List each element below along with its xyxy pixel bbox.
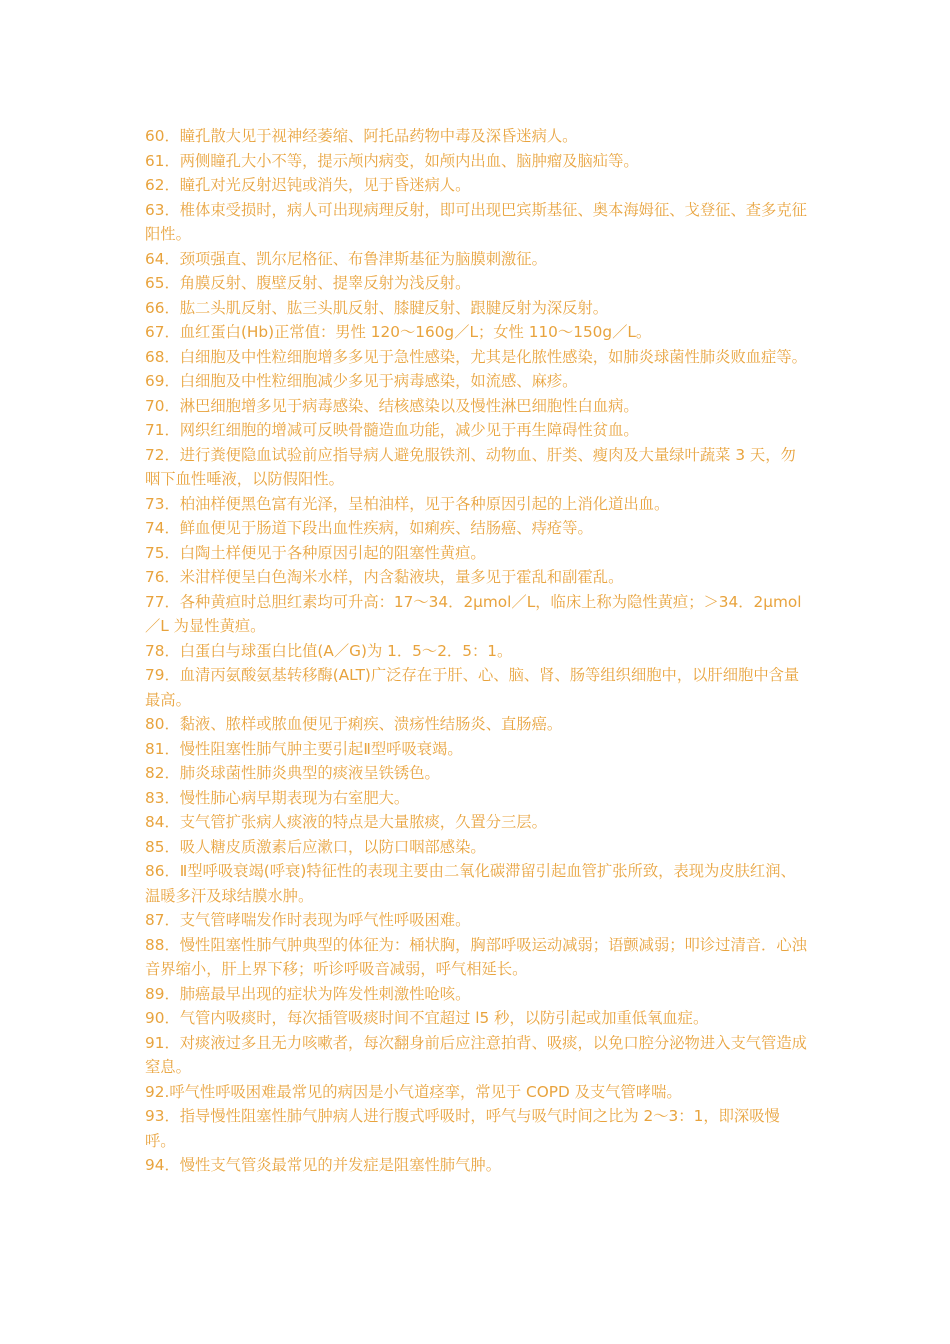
list-item: 93．指导慢性阻塞性肺气肿病人进行腹式呼吸时，呼气与吸气时间之比为 2～3：1，即深吸慢呼。 (145, 1107, 780, 1150)
list-item: 69．白细胞及中性粒细胞减少多见于病毒感染，如流感、麻疹。 (145, 372, 578, 390)
list-item: 76．米泔样便呈白色淘米水样，内含黏液块，量多见于霍乱和副霍乱。 (145, 568, 624, 586)
list-item: 65．角膜反射、腹壁反射、提睾反射为浅反射。 (145, 274, 471, 292)
list-item: 94．慢性支气管炎最常见的并发症是阻塞性肺气肿。 (145, 1156, 501, 1174)
list-item: 61．两侧瞳孔大小不等，提示颅内病变，如颅内出血、脑肿瘤及脑疝等。 (145, 151, 639, 170)
list-item: 78．白蛋白与球蛋白比值(A／G)为 1．5～2．5：1。 (145, 641, 513, 660)
list-item: 68．白细胞及中性粒细胞增多多见于急性感染，尤其是化脓性感染，如肺炎球菌性肺炎败血症等。 (145, 347, 807, 366)
list-item: 63．椎体束受损时，病人可出现病理反射，即可出现巴宾斯基征、奥本海姆征、戈登征、查多克征阳性。 (145, 200, 807, 243)
list-item: 79．血清丙氨酸氨基转移酶(ALT)广泛存在于肝、心、脑、肾、肠等组织细胞中，以肝细胞中含量最高。 (145, 666, 800, 709)
list-item: 80．黏液、脓样或脓血便见于痢疾、溃疡性结肠炎、直肠癌。 (145, 715, 563, 733)
list-item: 77．各种黄疸时总胆红素均可升高：17～34．2μmol／L，临床上称为隐性黄疸；＞34．2μmol／L 为显性黄疸。 (145, 592, 802, 635)
list-item: 73．柏油样便黑色富有光泽，呈柏油样，见于各种原因引起的上消化道出血。 (145, 494, 670, 513)
list-item: 83．慢性肺心病早期表现为右室肥大。 (145, 788, 410, 807)
list-item: 60．瞳孔散大见于视神经萎缩、阿托品药物中毒及深昏迷病人。 (145, 127, 578, 145)
list-item: 82．肺炎球菌性肺炎典型的痰液呈铁锈色。 (145, 764, 440, 782)
list-item: 81．慢性阻塞性肺气肿主要引起Ⅱ型呼吸衰竭。 (145, 739, 463, 758)
list-item: 91．对痰液过多且无力咳嗽者，每次翻身前后应注意拍背、吸痰，以免口腔分泌物进入支气管造成窒息。 (145, 1033, 807, 1076)
list-item: 66．肱二头肌反射、肱三头肌反射、膝腱反射、跟腱反射为深反射。 (145, 298, 609, 317)
list-item: 64．颈项强直、凯尔尼格征、布鲁津斯基征为脑膜刺激征。 (145, 249, 547, 268)
list-item: 75．白陶土样便见于各种原因引起的阻塞性黄疸。 (145, 543, 486, 562)
list-item: 87．支气管哮喘发作时表现为呼气性呼吸困难。 (145, 911, 471, 929)
list-item: 88．慢性阻塞性肺气肿典型的体征为：桶状胸，胸部呼吸运动减弱；语颤减弱；叩诊过清音．心浊音界缩小，肝上界下移；听诊呼吸音减弱，呼气相延长。 (145, 935, 807, 978)
list-item: 67．血红蛋白(Hb)正常值：男性 120～160g／L；女性 110～150g／L。 (145, 323, 652, 341)
list-item: 70．淋巴细胞增多见于病毒感染、结核感染以及慢性淋巴细胞性白血病。 (145, 396, 639, 415)
list-item: 71．网织红细胞的增减可反映骨髓造血功能，减少见于再生障碍性贫血。 (145, 421, 639, 439)
list-item: 74．鲜血便见于肠道下段出血性疾病，如痢疾、结肠癌、痔疮等。 (145, 519, 593, 537)
list-item: 92.呼气性呼吸困难最常见的病因是小气道痉挛，常见于 COPD 及支气管哮喘。 (145, 1082, 682, 1101)
list-item: 86．Ⅱ型呼吸衰竭(呼衰)特征性的表现主要由二氧化碳滞留引起血管扩张所致，表现为皮肤红润、温暖多汗及球结膜水肿。 (145, 862, 796, 905)
document-body (145, 124, 810, 1178)
list-item: 90．气管内吸痰时，每次插管吸痰时间不宜超过 l5 秒，以防引起或加重低氧血症。 (145, 1009, 709, 1027)
list-item: 85．吸人糖皮质激素后应漱口，以防口咽部感染。 (145, 837, 486, 856)
list-item: 72．进行粪便隐血试验前应指导病人避免服铁剂、动物血、肝类、瘦肉及大量绿叶蔬菜 3 天，勿咽下血性唾液，以防假阳性。 (145, 445, 796, 488)
list-item: 89．肺癌最早出现的症状为阵发性刺激性呛咳。 (145, 984, 471, 1003)
list-item: 84．支气管扩张病人痰液的特点是大量脓痰，久置分三层。 (145, 813, 547, 831)
list-item: 62．瞳孔对光反射迟钝或消失，见于昏迷病人。 (145, 176, 471, 194)
